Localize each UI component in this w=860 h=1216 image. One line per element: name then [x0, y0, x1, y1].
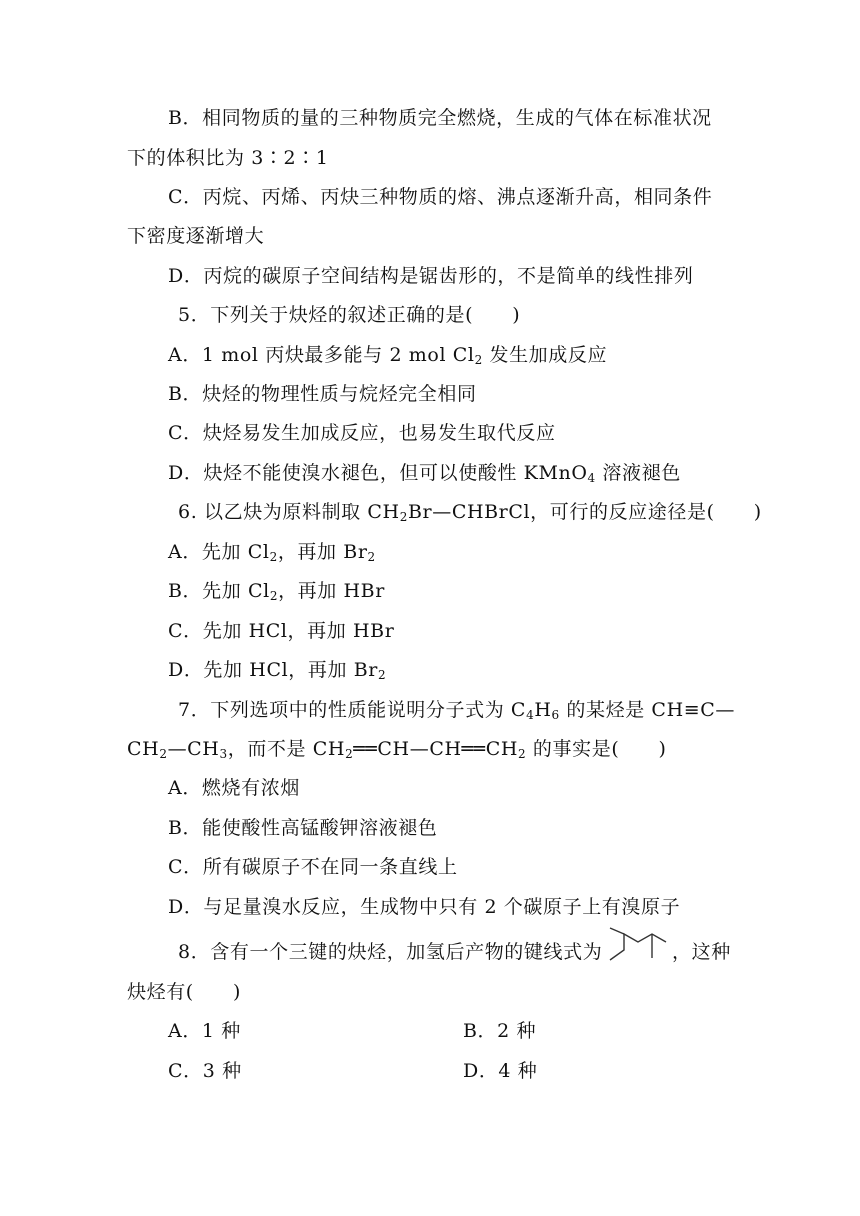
q5-option-b: B．炔烃的物理性质与烷烃完全相同 [168, 383, 477, 405]
q7-option-a: A．燃烧有浓烟 [168, 777, 300, 799]
q8-option-c: C．3 种 [168, 1060, 242, 1082]
q8-option-d: D．4 种 [463, 1060, 538, 1082]
question-7-stem-line1: 7．下列选项中的性质能说明分子式为 $C_4H_6$ 的某烃是 CH≡C— [178, 699, 735, 722]
q4-option-d: D．丙烷的碳原子空间结构是锯齿形的，不是简单的线性排列 [168, 265, 694, 287]
q5-option-d: D．炔烃不能使溴水褪色，但可以使酸性 KMnO$_4$ 溶液褪色 [168, 462, 681, 485]
q4-option-c-line2: 下密度逐渐增大 [127, 225, 265, 247]
question-7-stem-line2: $CH_2—CH_3$，而不是 $CH_2══CH—CH══CH_2$ 的事实是( ) [127, 738, 667, 761]
q5-option-a: A．1 mol 丙炔最多能与 2 mol $Cl_2$ 发生加成反应 [168, 344, 608, 367]
q4-option-c-line1: C．丙烷、丙烯、丙炔三种物质的熔、沸点逐渐升高，相同条件 [168, 186, 713, 208]
question-8-stem-line1b: ，这种 [672, 941, 731, 963]
q6-option-d: D．先加 HCl，再加 $Br_2$ [168, 659, 387, 682]
q8-option-b: B．2 种 [463, 1020, 537, 1042]
q6-option-a: A．先加 $Cl_2$，再加 $Br_2$ [168, 541, 376, 564]
q7-option-d: D．与足量溴水反应，生成物中只有 2 个碳原子上有溴原子 [168, 896, 681, 918]
q7-option-c: C．所有碳原子不在同一条直线上 [168, 856, 458, 878]
q4-option-b-line1: B．相同物质的量的三种物质完全燃烧，生成的气体在标准状况 [168, 107, 712, 129]
q4-option-b-line2: 下的体积比为 3∶2∶1 [127, 147, 329, 169]
question-6-stem: 6. 以乙炔为原料制取 $CH_2Br—CHBrCl$，可行的反应途径是( ) [178, 501, 762, 524]
q6-option-c: C．先加 HCl，再加 HBr [168, 620, 395, 642]
question-8-stem-line1a: 8．含有一个三键的炔烃，加氢后产物的键线式为 [178, 941, 603, 963]
question-8-stem-line2: 炔烃有( ) [127, 981, 242, 1003]
q8-option-a: A．1 种 [168, 1020, 241, 1042]
q5-option-c: C．炔烃易发生加成反应，也易发生取代反应 [168, 422, 556, 444]
q6-option-b: B．先加 $Cl_2$，再加 HBr [168, 580, 385, 603]
skeletal-formula-image [608, 926, 668, 964]
question-5-stem: 5．下列关于炔烃的叙述正确的是( ) [178, 304, 521, 326]
q7-option-b: B．能使酸性高锰酸钾溶液褪色 [168, 817, 438, 839]
